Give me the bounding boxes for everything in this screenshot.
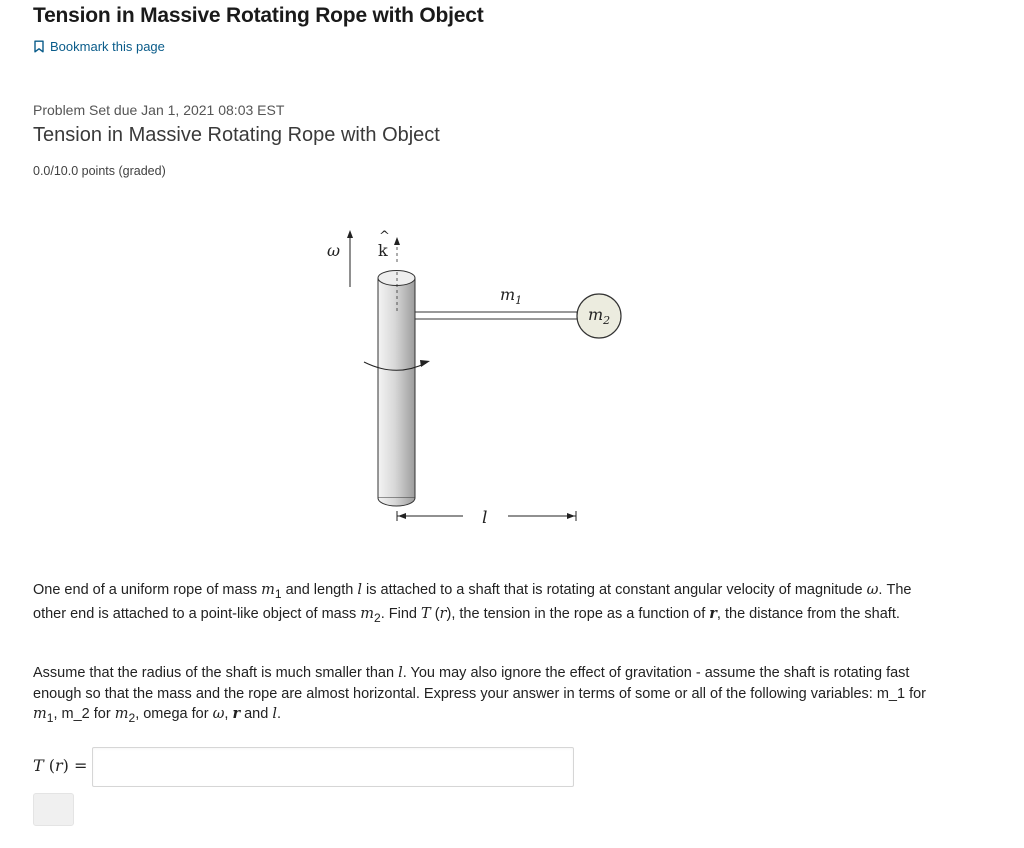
page-title: Tension in Massive Rotating Rope with Object [33, 4, 484, 27]
bookmark-button[interactable] [33, 39, 165, 54]
problem-paragraph-1: One end of a uniform rope of mass $m_1$ and length l is attached to a shaft that is rotating at constant angular velocity of magnitude ω. The other end is attached to a point-like object of mass $m_2$. Find T (r), the tension in the rope as a function of r, the distance from the shaft. [33, 582, 912, 626]
k-hat-label: k [378, 241, 388, 260]
omega-arrow [347, 230, 353, 287]
points-status: 0.0/10.0 points (graded) [33, 164, 166, 178]
answer-label: T (r) = [33, 756, 88, 775]
bookmark-label: Bookmark this page [50, 39, 165, 54]
k-hat-accent: ^ [379, 229, 390, 244]
length-label: l [482, 508, 488, 528]
submit-button[interactable] [33, 793, 74, 826]
problem-title: Tension in Massive Rotating Rope with Object [33, 124, 440, 146]
k-hat-arrow [394, 237, 400, 262]
answer-input[interactable] [92, 747, 574, 787]
m1-label: $m_1$ [500, 285, 523, 307]
bookmark-icon [33, 40, 45, 53]
shaft [378, 271, 415, 507]
m2-label: $m_2$ [588, 305, 611, 327]
omega-label: ω [327, 241, 341, 260]
due-date: Problem Set due Jan 1, 2021 08:03 EST [33, 102, 285, 118]
rotating-rope-figure [300, 220, 640, 540]
problem-paragraph-2: Assume that the radius of the shaft is much smaller than l. You may also ignore the effect of gravitation - assume the shaft is rotating fast enough so that the mass and the rope are almost horizontal. Express your answer in terms of some or all of the following variables: m_1 for $m_1$, m_2 for $m_2$, omega for ω, r and l. [33, 665, 927, 725]
rope [415, 312, 577, 319]
